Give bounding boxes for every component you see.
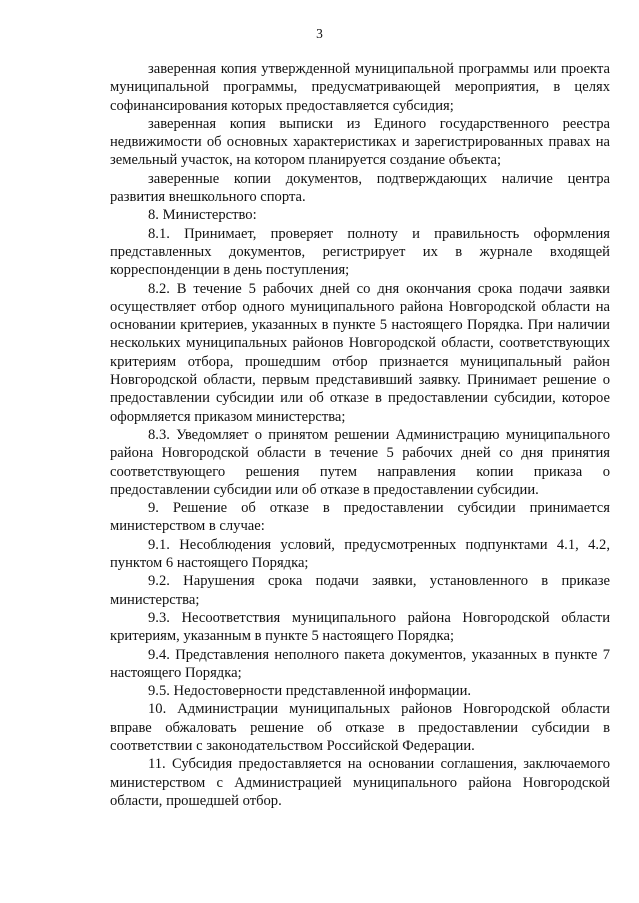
document-body <box>110 60 610 810</box>
paragraph-registry-extract: заверенная копия выписки из Единого государственного реестра недвижимости об основных характеристиках и зарегистрированных правах на земельный участок, на котором планируется создание объекта; <box>110 115 610 169</box>
paragraph-8-3: 8.3. Уведомляет о принятом решении Администрацию муниципального района Новгородской области в течение 5 рабочих дней со дня принятия соответствующего решения путем направления копии приказа о предоставлении субсидии или об отказе в предоставлении субсидии. <box>110 426 610 498</box>
paragraph-9-2: 9.2. Нарушения срока подачи заявки, установленного в приказе министерства; <box>110 573 610 608</box>
paragraph-11: 11. Субсидия предоставляется на основании соглашения, заключаемого министерством с Администрацией муниципального района Новгородской области, прошедшей отбор. <box>110 756 610 809</box>
page-number: 3 <box>316 26 323 41</box>
paragraph-sports-center-docs: заверенные копии документов, подтверждающих наличие центра развития внешкольного спорта. <box>110 170 610 206</box>
paragraph-9: 9. Решение об отказе в предоставлении субсидии принимается министерством в случае: <box>110 500 610 535</box>
paragraph-9-5: 9.5. Недостоверности представленной информации. <box>148 683 472 700</box>
paragraph-8-heading: 8. Министерство: <box>148 207 257 224</box>
paragraph-8-1: 8.1. Принимает, проверяет полноту и правильность оформления представленных документов, регистрирует их в журнале входящей корреспонденции в день поступления; <box>110 225 610 279</box>
paragraph-8-2: 8.2. В течение 5 рабочих дней со дня окончания срока подачи заявки осуществляет отбор одного муниципального района Новгородской области на основании критериев, указанных в пункте 5 настоящего Порядка. При наличии нескольких муниципальных районов Новгородской области, соответствующих критериям отбора, прошедшим отбор признается муниципальный район Новгородской области, первым представивший заявку. Принимает решение о предоставлении субсидии или об отказе в предоставлении субсидии, которое оформляется приказом министерства; <box>110 280 610 425</box>
paragraph-9-4: 9.4. Представления неполного пакета документов, указанных в пункте 7 настоящего Порядка; <box>110 646 610 681</box>
paragraph-program-copy: заверенная копия утвержденной муниципальной программы или проекта муниципальной программы, предусматривающей мероприятия, в целях софинансирования которых предоставляется субсидия; <box>110 61 610 114</box>
paragraph-9-3: 9.3. Несоответствия муниципального района Новгородской области критериям, указанным в пункте 5 настоящего Порядка; <box>110 609 610 645</box>
paragraph-9-1: 9.1. Несоблюдения условий, предусмотренных подпунктами 4.1, 4.2, пунктом 6 настоящего Порядка; <box>110 536 610 572</box>
paragraph-10: 10. Администрации муниципальных районов Новгородской области вправе обжаловать решение об отказе в предоставлении субсидии в соответствии с законодательством Российской Федерации. <box>110 701 610 754</box>
